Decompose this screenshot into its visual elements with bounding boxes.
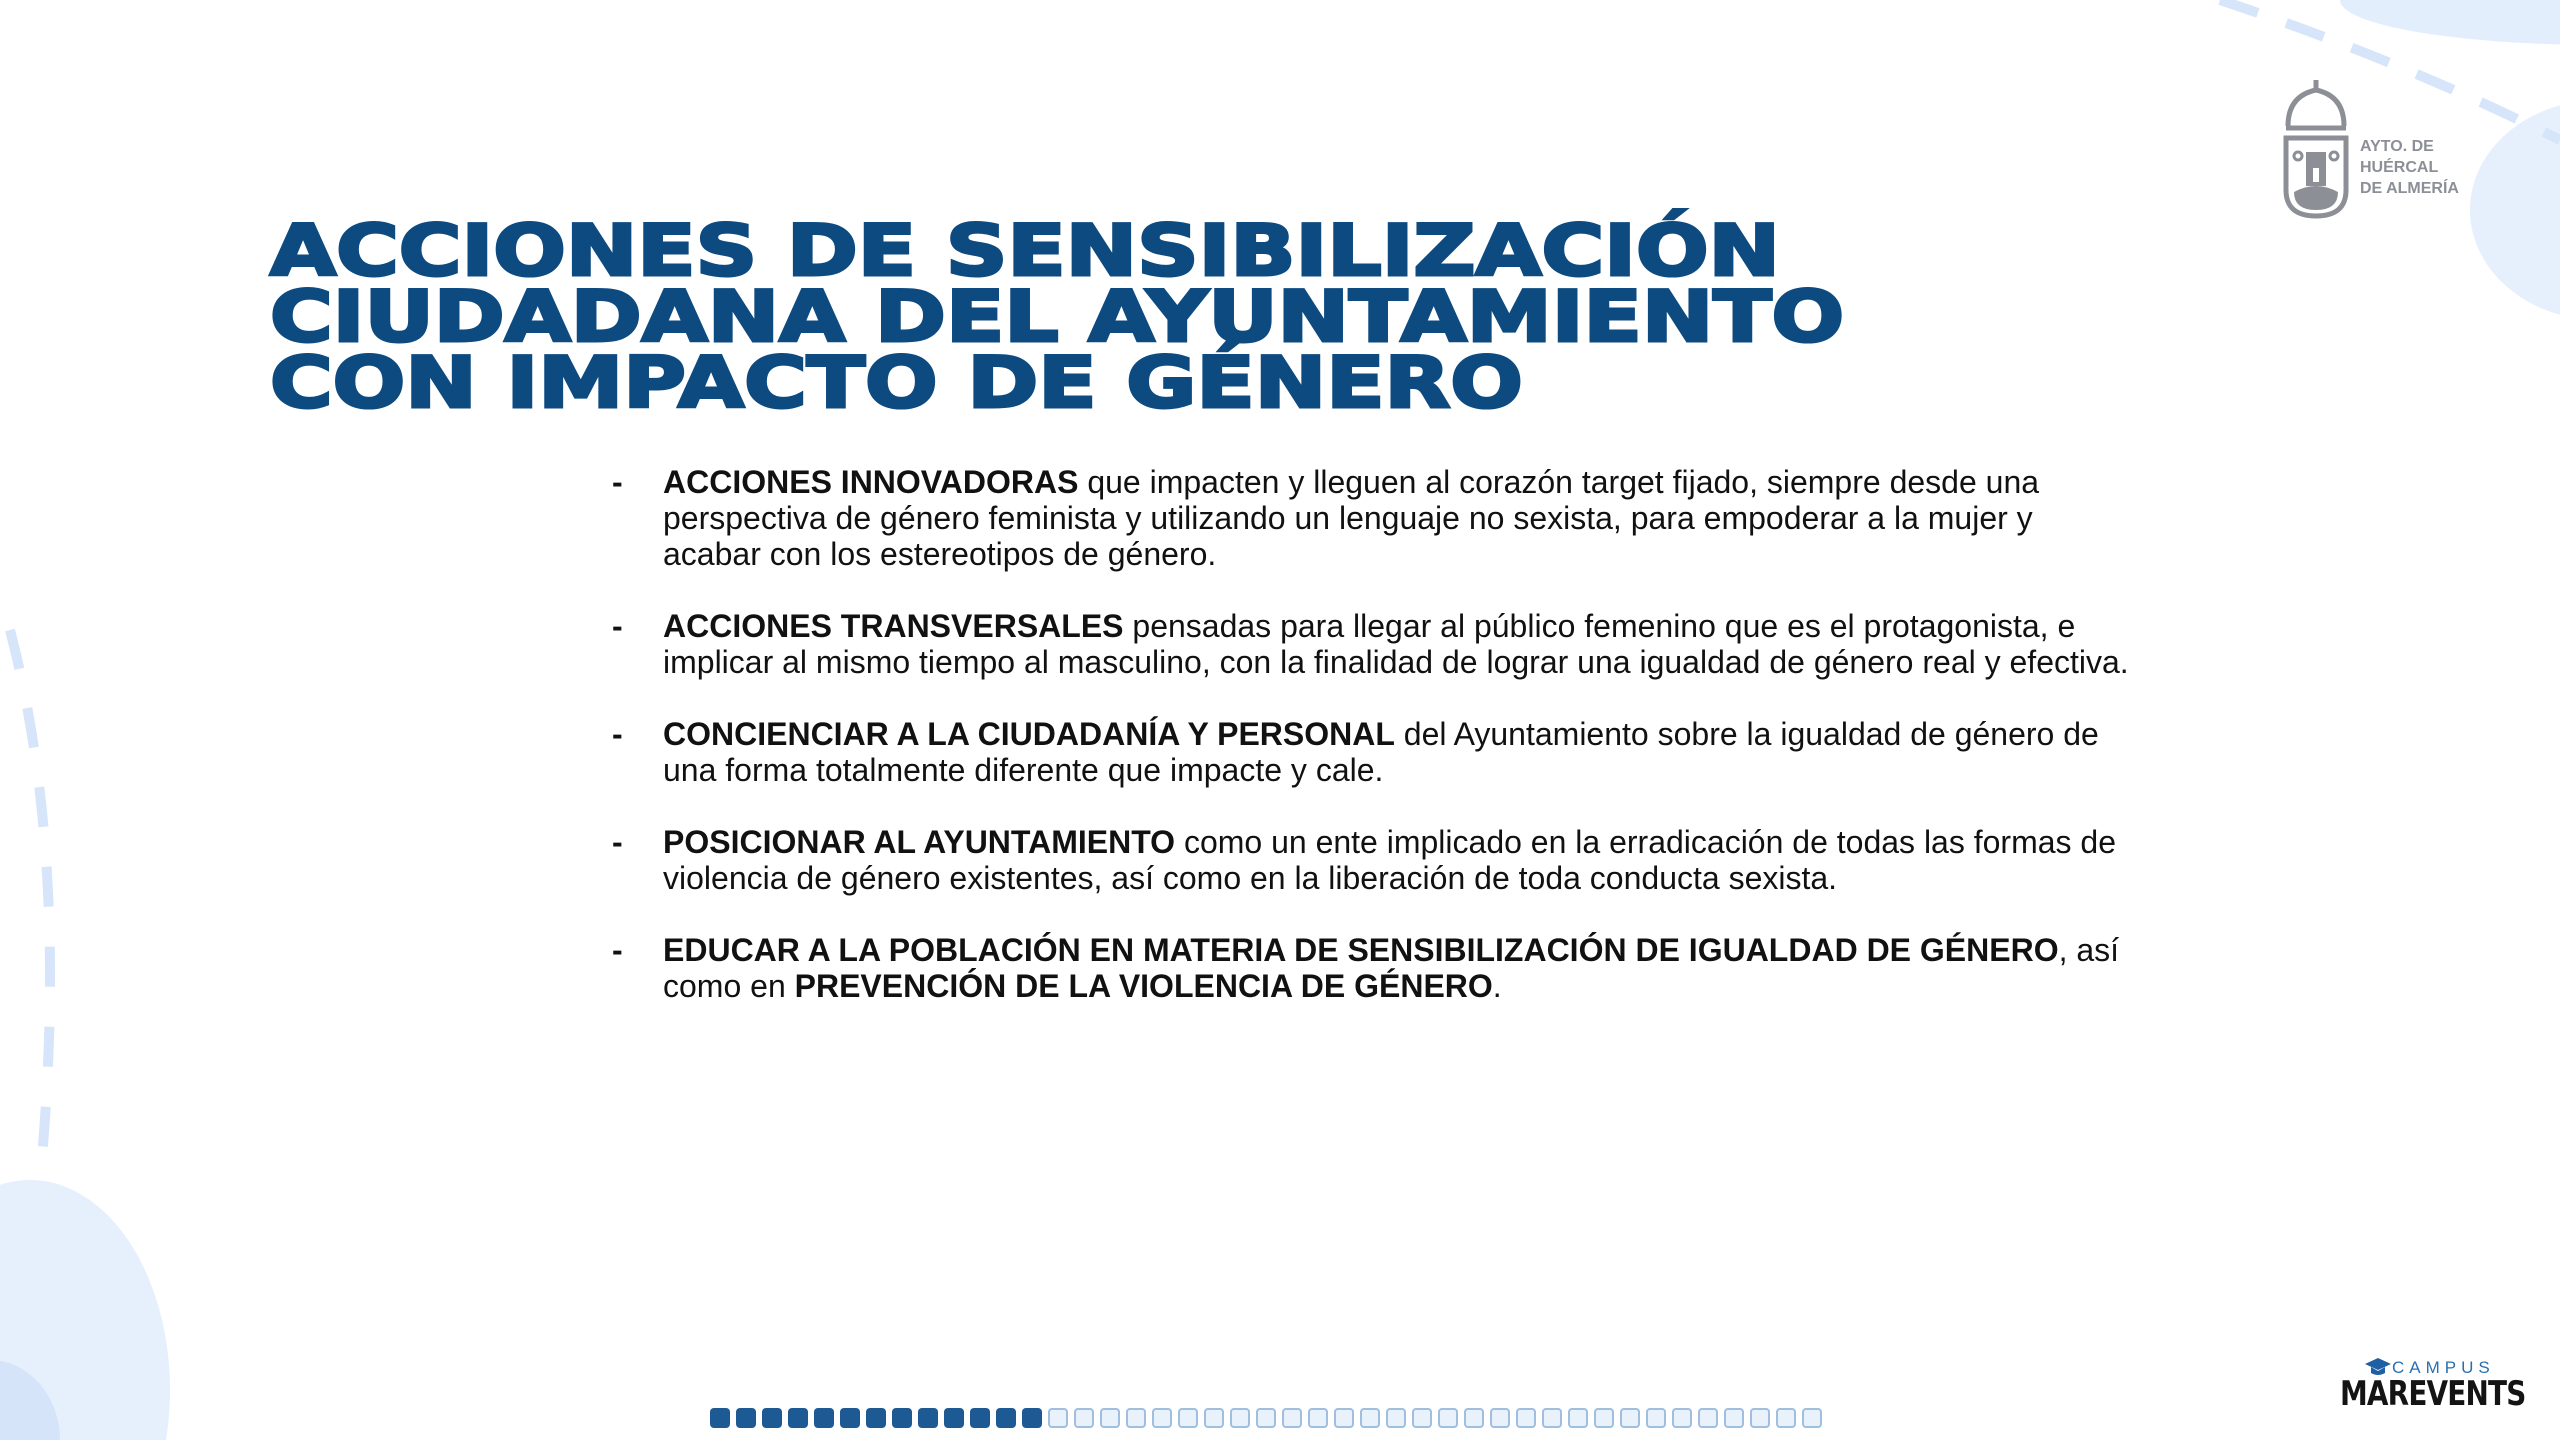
progress-segment-filled — [918, 1408, 938, 1428]
progress-segment-filled — [736, 1408, 756, 1428]
bullet-list — [612, 464, 2132, 1040]
progress-segment-empty — [1672, 1408, 1692, 1428]
progress-segment-empty — [1750, 1408, 1770, 1428]
bullet-dash: - — [612, 932, 623, 968]
progress-segment-filled — [970, 1408, 990, 1428]
bullet-dash: - — [612, 608, 623, 644]
bullet-highlight: ACCIONES INNOVADORAS — [663, 464, 1079, 500]
progress-segment-empty — [1516, 1408, 1536, 1428]
bullet-dash: - — [612, 824, 623, 860]
bullet-highlight: PREVENCIÓN DE LA VIOLENCIA DE GÉNERO — [794, 968, 1493, 1004]
progress-segment-filled — [1022, 1408, 1042, 1428]
bullet-text: . — [1492, 968, 1502, 1004]
bullet-text: como un ente implicado en la erradicación de todas las formas de violencia de género existentes, así como en la liberación de toda conducta sexista. — [663, 824, 2117, 896]
progress-segment-empty — [1100, 1408, 1120, 1428]
progress-segment-empty — [1204, 1408, 1224, 1428]
progress-segment-empty — [1594, 1408, 1614, 1428]
progress-segment-filled — [814, 1408, 834, 1428]
list-item — [612, 608, 2132, 680]
progress-segment-filled — [840, 1408, 860, 1428]
bullet-text: , así como en — [663, 932, 2120, 1004]
bullet-dash: - — [612, 716, 623, 752]
progress-segment-empty — [1620, 1408, 1640, 1428]
progress-segment-empty — [1412, 1408, 1432, 1428]
bullet-dash: - — [612, 464, 623, 500]
coat-of-arms-icon — [2276, 80, 2356, 220]
progress-segment-empty — [1568, 1408, 1588, 1428]
bullet-highlight: CONCIENCIAR A LA CIUDADANÍA Y PERSONAL — [663, 716, 1395, 752]
progress-segment-empty — [1724, 1408, 1744, 1428]
bullet-text: del Ayuntamiento sobre la igualdad de género de una forma totalmente diferente que impacte y cale. — [663, 716, 2099, 788]
bullet-highlight: ACCIONES TRANSVERSALES — [663, 608, 1124, 644]
bullet-highlight: EDUCAR A LA POBLACIÓN EN MATERIA DE SENSIBILIZACIÓN DE IGUALDAD DE GÉNERO — [663, 932, 2059, 968]
slide-title — [270, 210, 1845, 424]
progress-segment-filled — [788, 1408, 808, 1428]
ayto-line: HUÉRCAL — [2360, 159, 2439, 176]
progress-segment-empty — [1126, 1408, 1146, 1428]
progress-segment-filled — [710, 1408, 730, 1428]
progress-segment-empty — [1802, 1408, 1822, 1428]
ayuntamiento-name — [2360, 136, 2520, 199]
progress-segment-empty — [1282, 1408, 1302, 1428]
progress-segment-empty — [1048, 1408, 1068, 1428]
bullet-highlight: POSICIONAR AL AYUNTAMIENTO — [663, 824, 1176, 860]
list-item — [612, 716, 2132, 788]
progress-segment-empty — [1334, 1408, 1354, 1428]
progress-segment-empty — [1152, 1408, 1172, 1428]
progress-segment-empty — [1464, 1408, 1484, 1428]
progress-segment-empty — [1776, 1408, 1796, 1428]
progress-segment-empty — [1646, 1408, 1666, 1428]
bullet-text: pensadas para llegar al público femenino que es el protagonista, e implicar al mismo tiempo al masculino, con la finalidad de lograr una igualdad de género real y efectiva. — [663, 608, 2129, 680]
marevents-label: MAREVENTS — [2340, 1374, 2526, 1414]
progress-segment-empty — [1698, 1408, 1718, 1428]
ayto-line: DE ALMERÍA — [2360, 180, 2459, 197]
bullet-text: que impacten y lleguen al corazón target fijado, siempre desde una perspectiva de género feminista y utilizando un lenguaje no sexista, para empoderar a la mujer y acabar con los estereotipos de género. — [663, 464, 2040, 572]
progress-segment-empty — [1438, 1408, 1458, 1428]
progress-segment-filled — [762, 1408, 782, 1428]
progress-segment-empty — [1178, 1408, 1198, 1428]
ayuntamiento-logo — [2276, 80, 2459, 225]
campus-label: CAMPUS — [2392, 1358, 2495, 1377]
ayto-line: AYTO. DE — [2360, 138, 2434, 155]
progress-segment-empty — [1308, 1408, 1328, 1428]
title-line-2: CIUDADANA DEL AYUNTAMIENTO — [270, 276, 1845, 358]
list-item — [612, 932, 2132, 1004]
progress-segment-filled — [944, 1408, 964, 1428]
progress-segment-empty — [1230, 1408, 1250, 1428]
progress-segment-empty — [1386, 1408, 1406, 1428]
title-line-3: CON IMPACTO DE GÉNERO — [270, 342, 1523, 424]
progress-segment-empty — [1542, 1408, 1562, 1428]
list-item — [612, 464, 2132, 572]
progress-segment-empty — [1074, 1408, 1094, 1428]
progress-segment-filled — [892, 1408, 912, 1428]
title-line-1: ACCIONES DE SENSIBILIZACIÓN — [270, 210, 1781, 292]
campus-marevents-logo — [2340, 1358, 2530, 1418]
progress-segment-filled — [866, 1408, 886, 1428]
progress-segment-empty — [1256, 1408, 1276, 1428]
list-item — [612, 824, 2132, 896]
progress-indicator — [710, 1408, 1822, 1428]
progress-segment-empty — [1360, 1408, 1380, 1428]
progress-segment-empty — [1490, 1408, 1510, 1428]
progress-segment-filled — [996, 1408, 1016, 1428]
